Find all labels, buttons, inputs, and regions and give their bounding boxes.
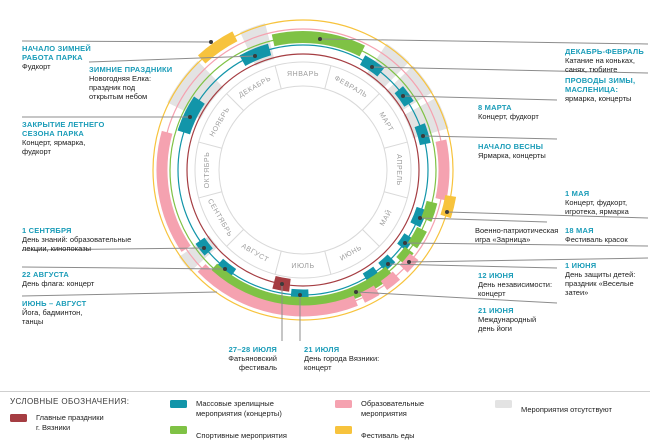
event-date: СЕЗОНА ПАРКА: [22, 129, 84, 138]
event-date: ЗИМНИЕ ПРАЗДНИКИ: [89, 65, 173, 74]
event-callout: [565, 76, 635, 103]
event-date: 12 ИЮНЯ: [478, 271, 514, 280]
legend-label: Фестиваль еды: [361, 431, 415, 440]
legend-item: [170, 425, 287, 443]
legend-divider: [0, 391, 650, 392]
event-description: День города Вязники:: [304, 354, 380, 363]
event-date: ДЕКАБРЬ-ФЕВРАЛЬ: [565, 47, 644, 56]
event-date: 22 АВГУСТА: [22, 270, 69, 279]
event-description: концерт: [304, 363, 332, 372]
legend-swatch: [335, 426, 352, 434]
legend-swatch: [170, 426, 187, 434]
event-description: День защиты детей:: [565, 270, 636, 279]
event-callout: [478, 306, 536, 333]
event-description: Фатьяновский: [228, 354, 277, 363]
event-description: Йога, бадминтон,: [22, 308, 83, 317]
legend-label: Спортивные мероприятия: [196, 431, 287, 440]
event-description: Новогодняя Елка:: [89, 74, 152, 83]
month-label: ОКТЯБРЬ: [203, 151, 211, 189]
month-label: МАЙ: [379, 208, 394, 228]
event-description: День знаний: образовательные: [22, 235, 132, 244]
event-description: фудкорт: [22, 147, 51, 156]
event-description: Концерт, фудкорт,: [565, 198, 628, 207]
event-description: затеи»: [565, 288, 589, 297]
event-date: 21 ИЮНЯ: [478, 306, 514, 315]
legend-item: [335, 425, 414, 443]
event-callout: [565, 261, 635, 297]
month-label: СЕНТЯБРЬ: [205, 197, 234, 239]
month-label: МАРТ: [377, 111, 395, 134]
month-label: АПРЕЛЬ: [395, 154, 403, 186]
event-date: РАБОТА ПАРКА: [22, 53, 83, 62]
event-callout: [89, 65, 172, 101]
event-callout: [22, 299, 86, 326]
event-callout: [565, 226, 628, 244]
event-description: ярмарка, концерты: [565, 94, 632, 103]
event-description: Концерт, ярмарка,: [22, 138, 86, 147]
event-callout: [478, 103, 539, 121]
event-date: ЗАКРЫТИЕ ЛЕТНЕГО: [22, 120, 105, 129]
event-date: 8 МАРТА: [478, 103, 512, 112]
event-date: 21 ИЮЛЯ: [304, 345, 340, 354]
event-description: праздник под: [89, 83, 136, 92]
event-date: ИЮНЬ – АВГУСТ: [22, 299, 87, 308]
event-description: концерт: [478, 289, 506, 298]
event-description: Военно-патриотическая: [475, 226, 559, 235]
legend-item: [170, 399, 282, 421]
event-callout: [565, 47, 644, 74]
event-callout: [304, 345, 379, 372]
month-label: АВГУСТ: [239, 242, 270, 264]
event-description: лекции, кинопоказы: [22, 244, 92, 253]
event-description: день йоги: [478, 324, 512, 333]
legend-label: Массовые зрелищные мероприятия (концерты): [196, 399, 282, 418]
event-date: МАСЛЕНИЦА:: [565, 85, 619, 94]
event-description: праздник «Веселые: [565, 279, 634, 288]
event-description: открытым небом: [89, 92, 148, 101]
event-date: 1 МАЯ: [565, 189, 590, 198]
event-callout: [228, 345, 277, 372]
event-description: фестиваль: [238, 363, 277, 372]
legend-swatch: [10, 414, 27, 422]
legend-swatch: [335, 400, 352, 408]
event-description: санях, тюбинге: [565, 65, 618, 74]
event-callout: [478, 142, 546, 160]
event-description: Фудкорт: [22, 62, 51, 71]
legend-label: Образовательные мероприятия: [361, 399, 425, 418]
event-callout: [22, 226, 131, 253]
event-description: Катание на коньках,: [565, 56, 635, 65]
month-label: ИЮНЬ: [338, 244, 364, 263]
month-label: ДЕКАБРЬ: [237, 75, 273, 100]
event-date: 1 СЕНТЯБРЯ: [22, 226, 72, 235]
event-date: ПРОВОДЫ ЗИМЫ,: [565, 76, 636, 85]
event-description: Международный: [478, 315, 537, 324]
event-date: 1 ИЮНЯ: [565, 261, 597, 270]
event-callout: [22, 120, 105, 156]
event-date: 18 МАЯ: [565, 226, 594, 235]
legend-label: Главные праздники г. Вязники: [36, 413, 104, 432]
event-callout: [22, 270, 94, 288]
legend-title: УСЛОВНЫЕ ОБОЗНАЧЕНИЯ:: [10, 397, 130, 406]
event-date: 27–28 ИЮЛЯ: [228, 345, 277, 354]
legend-label: Мероприятия отсутствуют: [521, 405, 612, 414]
event-description: Ярмарка, концерты: [478, 151, 546, 160]
event-description: Концерт, фудкорт: [478, 112, 539, 121]
event-description: День независимости:: [478, 280, 553, 289]
legend-item: [495, 399, 612, 417]
event-description: Фестиваль красок: [565, 235, 628, 244]
event-description: игротека, ярмарка: [565, 207, 629, 216]
event-date: НАЧАЛО ЗИМНЕЙ: [22, 44, 91, 53]
event-callout: [565, 189, 629, 216]
legend-item: [335, 399, 424, 421]
event-callout: [22, 44, 91, 71]
event-description: танцы: [22, 317, 44, 326]
event-description: День флага: концерт: [22, 279, 95, 288]
legend-item: [10, 413, 104, 435]
legend-swatch: [495, 400, 512, 408]
event-callout: [478, 271, 552, 298]
month-label: ФЕВРАЛЬ: [333, 74, 369, 100]
month-label: НОЯБРЬ: [208, 106, 232, 139]
month-label: ИЮЛЬ: [291, 262, 315, 270]
event-description: игра «Зарница»: [475, 235, 531, 244]
event-date: НАЧАЛО ВЕСНЫ: [478, 142, 544, 151]
legend-swatch: [170, 400, 187, 408]
event-callout: [475, 226, 558, 244]
month-label: ЯНВАРЬ: [286, 70, 320, 78]
